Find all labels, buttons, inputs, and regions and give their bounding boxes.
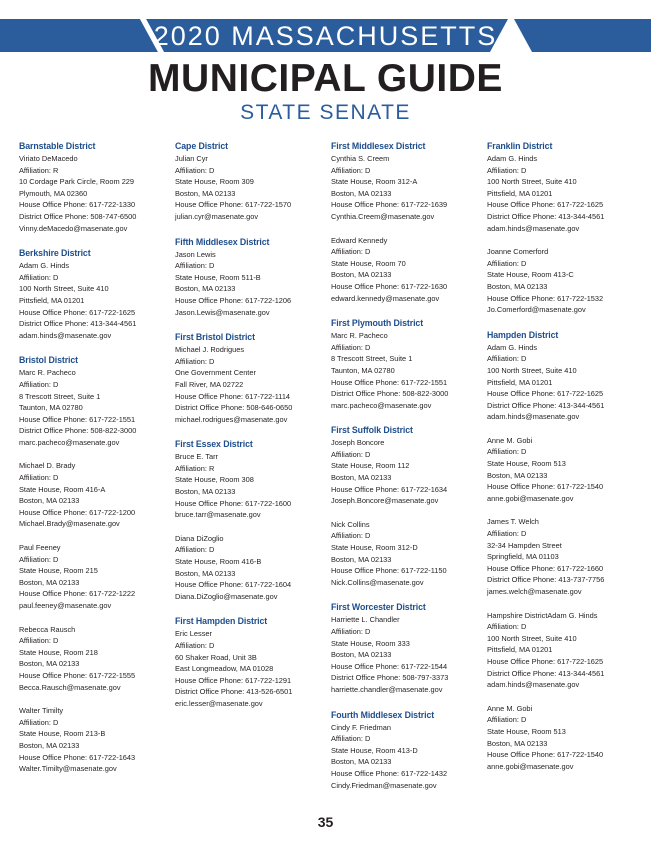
senator-detail: District Office Phone: 508-797-3373: [331, 673, 449, 683]
senator-detail: House Office Phone: 617-722-1544: [331, 661, 448, 671]
senator-detail: Boston, MA 02133: [331, 757, 392, 767]
district-section: [487, 140, 637, 316]
senator-detail: 60 Shaker Road, Unit 3B: [175, 652, 257, 662]
district-name: First Hampden District: [175, 616, 268, 627]
senator-name: Hampshire DistrictAdam G. Hinds: [487, 610, 598, 620]
district-section: [175, 615, 325, 709]
district-name: Berkshire District: [19, 248, 91, 259]
senator-detail: State House, Room 308: [175, 475, 254, 485]
district-name: First Worcester District: [331, 602, 426, 613]
senator-detail: james.welch@masenate.gov: [487, 587, 582, 596]
senator-name: Joseph Boncore: [331, 438, 385, 448]
senator-detail: 8 Trescott Street, Suite 1: [19, 391, 101, 401]
senator-entry: [175, 451, 325, 521]
senator-entry: [19, 153, 169, 234]
senator-detail: harriette.chandler@masenate.gov: [331, 684, 443, 694]
district-section: [19, 247, 169, 341]
senator-detail: House Office Phone: 617-722-1222: [19, 589, 136, 599]
senator-name: Adam G. Hinds: [19, 261, 70, 271]
senator-detail: House Office Phone: 617-722-1432: [331, 768, 448, 778]
senator-detail: House Office Phone: 617-722-1625: [487, 656, 604, 666]
senator-name: Julian Cyr: [175, 154, 208, 163]
column-2: [175, 140, 325, 723]
senator-name: Harriette L. Chandler: [331, 615, 400, 625]
senator-entry: [175, 153, 325, 223]
senator-detail: House Office Phone: 617-722-1625: [19, 307, 136, 317]
senator-detail: Affiliation: D: [175, 545, 215, 555]
senator-detail: State House, Room 416-A: [19, 484, 106, 494]
senator-name: Michael J. Rodrigues: [175, 345, 245, 355]
senator-detail: Affiliation: D: [487, 258, 527, 268]
senator-detail: Affiliation: R: [19, 165, 59, 175]
senator-name: James T. Welch: [487, 517, 539, 527]
senator-detail: Boston, MA 02133: [175, 568, 236, 578]
banner-title: 2020 MASSACHUSETTS: [153, 21, 498, 51]
senator-name: Marc R. Pacheco: [19, 368, 76, 378]
senator-detail: Taunton, MA 02780: [331, 365, 395, 375]
district-section: [175, 438, 325, 602]
senator-detail: marc.pacheco@masenate.gov: [19, 437, 120, 447]
senator-detail: Nick.Collins@masenate.gov: [331, 577, 424, 587]
senator-detail: Pittsfield, MA 01201: [19, 295, 85, 305]
district-name: Barnstable District: [19, 141, 96, 151]
senator-detail: Cindy.Friedman@masenate.gov: [331, 780, 437, 790]
senator-detail: House Office Phone: 617-722-1206: [175, 295, 292, 305]
senator-detail: Boston, MA 02133: [19, 659, 80, 669]
senator-detail: One Government Center: [175, 368, 256, 378]
senator-detail: Joseph.Boncore@masenate.gov: [331, 496, 439, 506]
senator-detail: House Office Phone: 617-722-1551: [331, 377, 448, 387]
senator-detail: Diana.DiZoglio@masenate.gov: [175, 591, 278, 601]
senator-name: Cindy F. Friedman: [331, 722, 391, 732]
senator-detail: 100 North Street, Suite 410: [19, 284, 109, 294]
district-section: [19, 354, 169, 774]
senator-detail: adam.hinds@masenate.gov: [487, 223, 580, 233]
senator-detail: House Office Phone: 617-722-1630: [331, 281, 448, 291]
senator-detail: Affiliation: D: [331, 247, 371, 257]
column-4: [487, 140, 637, 785]
senator-name: Michael D. Brady: [19, 461, 76, 471]
senator-detail: House Office Phone: 617-722-1625: [487, 200, 604, 210]
senator-detail: Plymouth, MA 02360: [19, 188, 88, 198]
senator-entry: [19, 367, 169, 448]
senator-detail: State House, Room 513: [487, 726, 566, 736]
senator-detail: House Office Phone: 617-722-1291: [175, 675, 292, 685]
senator-name: Paul Feeney: [19, 543, 61, 553]
senator-detail: State House, Room 416-B: [175, 557, 262, 567]
senator-detail: District Office Phone: 413-344-4561: [487, 400, 605, 410]
senator-entry: [487, 516, 637, 597]
senator-name: Diana DiZoglio: [175, 533, 224, 543]
senator-detail: House Office Phone: 617-722-1330: [19, 200, 136, 210]
senator-detail: District Office Phone: 508-822-3000: [331, 389, 449, 399]
senator-detail: Michael.Brady@masenate.gov: [19, 519, 120, 529]
senator-detail: 32-34 Hampden Street: [487, 540, 562, 550]
senator-entry: [331, 519, 481, 589]
senator-detail: Pittsfield, MA 01201: [487, 377, 553, 387]
senator-detail: paul.feeney@masenate.gov: [19, 601, 112, 610]
senator-entry: [175, 344, 325, 425]
senator-name: Joanne Comerford: [487, 247, 549, 257]
senator-detail: Boston, MA 02133: [19, 496, 80, 506]
senator-detail: State House, Room 312-A: [331, 177, 418, 187]
senator-detail: Boston, MA 02133: [19, 577, 80, 587]
senator-entry: [487, 153, 637, 234]
senator-detail: julian.cyr@masenate.gov: [175, 211, 259, 221]
district-name: Cape District: [175, 141, 228, 151]
senator-detail: District Office Phone: 413-344-4561: [19, 319, 137, 329]
senator-detail: Affiliation: D: [175, 261, 215, 271]
header-banner: [0, 0, 651, 52]
senator-detail: State House, Room 312-D: [331, 543, 418, 553]
district-section: [331, 709, 481, 792]
senator-name: Adam G. Hinds: [487, 154, 538, 163]
senator-detail: Boston, MA 02133: [487, 470, 548, 480]
senator-detail: 100 North Street, Suite 410: [487, 633, 577, 643]
senator-detail: Affiliation: D: [487, 165, 527, 175]
senator-detail: House Office Phone: 617-722-1150: [331, 566, 447, 576]
district-name: Fifth Middlesex District: [175, 236, 270, 247]
district-name: Bristol District: [19, 355, 79, 366]
senator-entry: [331, 235, 481, 305]
senator-detail: Affiliation: D: [19, 717, 59, 727]
senator-entry: [331, 330, 481, 411]
senator-detail: Springfield, MA 01103: [487, 552, 559, 562]
senator-detail: State House, Room 333: [331, 638, 410, 648]
senator-detail: District Office Phone: 413-344-4561: [487, 211, 605, 221]
senator-detail: Boston, MA 02133: [175, 284, 236, 294]
column-1: [19, 140, 169, 788]
senator-entry: [331, 437, 481, 507]
district-name: First Suffolk District: [331, 425, 413, 436]
senator-name: Edward Kennedy: [331, 235, 388, 245]
district-name: Hampden District: [487, 329, 559, 340]
senator-detail: Affiliation: D: [19, 554, 59, 564]
district-name: First Bristol District: [175, 332, 255, 343]
senator-detail: Fall River, MA 02722: [175, 379, 244, 389]
senator-detail: House Office Phone: 617-722-1114: [175, 391, 291, 401]
senator-name: Walter Timilty: [19, 706, 64, 716]
senator-name: Anne M. Gobi: [487, 703, 533, 713]
senator-detail: Affiliation: D: [487, 715, 527, 725]
senator-entry: [175, 628, 325, 709]
senator-detail: Affiliation: R: [175, 463, 215, 473]
senator-detail: bruce.tarr@masenate.gov: [175, 510, 261, 520]
district-section: [19, 140, 169, 234]
senator-entry: [331, 722, 481, 792]
senator-detail: Jason.Lewis@masenate.gov: [175, 307, 270, 317]
senator-detail: Boston, MA 02133: [331, 270, 392, 280]
page-title: MUNICIPAL GUIDE: [148, 57, 503, 100]
senator-detail: eric.lesser@masenate.gov: [175, 698, 263, 708]
senator-name: Viriato DeMacedo: [19, 154, 78, 163]
senator-detail: 100 North Street, Suite 410: [487, 177, 577, 187]
senator-name: Nick Collins: [331, 519, 370, 529]
senator-detail: Affiliation: D: [175, 165, 215, 175]
page-number: 35: [317, 814, 334, 830]
senator-detail: District Office Phone: 508-822-3000: [19, 426, 137, 436]
senator-entry: [487, 342, 637, 423]
senator-detail: Boston, MA 02133: [331, 188, 392, 198]
senator-detail: Cynthia.Creem@masenate.gov: [331, 211, 435, 221]
senator-entry: [19, 624, 169, 694]
senator-detail: District Office Phone: 413-737-7756: [487, 575, 605, 585]
senator-name: Marc R. Pacheco: [331, 331, 388, 341]
senator-detail: East Longmeadow, MA 01028: [175, 664, 274, 674]
senator-name: Bruce E. Tarr: [175, 452, 218, 462]
senator-detail: Affiliation: D: [175, 641, 215, 650]
senator-entry: [487, 435, 637, 505]
senator-detail: adam.hinds@masenate.gov: [487, 680, 580, 690]
senator-detail: Affiliation: D: [19, 272, 59, 282]
senator-entry: [19, 542, 169, 612]
senator-detail: State House, Room 218: [19, 647, 98, 657]
senator-detail: Affiliation: D: [487, 529, 527, 539]
senator-entry: [487, 610, 637, 691]
senator-detail: 10 Cordage Park Circle, Room 229: [19, 177, 135, 187]
district-section: [175, 331, 325, 425]
senator-detail: Affiliation: D: [19, 473, 59, 483]
senator-detail: House Office Phone: 617-722-1625: [487, 389, 604, 399]
senator-detail: House Office Phone: 617-722-1532: [487, 293, 604, 303]
senator-name: Anne M. Gobi: [487, 435, 533, 445]
senator-detail: State House, Room 413-D: [331, 745, 418, 755]
senator-detail: Taunton, MA 02780: [19, 403, 83, 413]
district-section: [175, 140, 325, 223]
senator-detail: 8 Trescott Street, Suite 1: [331, 354, 413, 364]
column-3: [331, 140, 481, 804]
senator-detail: State House, Room 112: [331, 461, 410, 471]
senator-detail: State House, Room 309: [175, 177, 254, 187]
district-name: First Middlesex District: [331, 141, 426, 151]
senator-detail: edward.kennedy@masenate.gov: [331, 293, 440, 303]
senator-detail: Affiliation: D: [175, 356, 215, 366]
senator-detail: adam.hinds@masenate.gov: [19, 330, 112, 340]
senator-detail: Boston, MA 02133: [331, 650, 392, 660]
senator-detail: Pittsfield, MA 01201: [487, 188, 553, 198]
senator-name: Rebecca Rausch: [19, 624, 76, 634]
senator-detail: Walter.Timilty@masenate.gov: [19, 764, 117, 774]
senator-entry: [19, 260, 169, 341]
senator-detail: Vinny.deMacedo@masenate.gov: [19, 223, 128, 233]
senator-name: Eric Lesser: [175, 629, 212, 639]
district-section: [331, 424, 481, 588]
senator-entry: [19, 460, 169, 530]
senator-detail: House Office Phone: 617-722-1551: [19, 414, 136, 424]
district-name: First Plymouth District: [331, 318, 424, 329]
senator-detail: House Office Phone: 617-722-1634: [331, 484, 448, 494]
senator-detail: Affiliation: D: [487, 354, 527, 364]
senator-detail: Jo.Comerford@masenate.gov: [487, 305, 586, 315]
senator-detail: House Office Phone: 617-722-1540: [487, 482, 604, 492]
senator-detail: Affiliation: D: [331, 449, 371, 459]
senator-detail: State House, Room 213-B: [19, 729, 106, 739]
senator-detail: House Office Phone: 617-722-1555: [19, 670, 136, 680]
senator-detail: House Office Phone: 617-722-1570: [175, 200, 292, 210]
senator-detail: Boston, MA 02133: [331, 473, 392, 483]
senator-detail: Boston, MA 02133: [19, 740, 80, 750]
district-section: [331, 140, 481, 304]
senator-detail: State House, Room 70: [331, 258, 406, 268]
senator-detail: Affiliation: D: [331, 627, 371, 636]
district-section: [487, 329, 637, 773]
senator-detail: anne.gobi@masenate.gov: [487, 493, 574, 503]
senator-detail: House Office Phone: 617-722-1200: [19, 507, 136, 517]
senator-name: Jason Lewis: [175, 249, 216, 259]
district-name: Fourth Middlesex District: [331, 709, 435, 720]
senator-entry: [331, 614, 481, 695]
senator-detail: District Office Phone: 413-344-4561: [487, 668, 605, 678]
senator-detail: State House, Room 413-C: [487, 270, 574, 280]
senator-detail: House Office Phone: 617-722-1540: [487, 750, 604, 760]
senator-name: Cynthia S. Creem: [331, 154, 390, 163]
senator-detail: Affiliation: D: [487, 447, 527, 457]
senator-entry: [487, 246, 637, 316]
senator-detail: Pittsfield, MA 01201: [487, 645, 553, 655]
senator-detail: House Office Phone: 617-722-1604: [175, 580, 292, 590]
senator-detail: State House, Room 511-B: [175, 272, 261, 282]
senator-detail: Affiliation: D: [19, 636, 59, 646]
senator-entry: [19, 705, 169, 775]
senator-detail: 100 North Street, Suite 410: [487, 365, 577, 375]
senator-detail: marc.pacheco@masenate.gov: [331, 400, 432, 410]
page-subtitle: STATE SENATE: [240, 101, 411, 124]
senator-detail: Boston, MA 02133: [331, 554, 392, 564]
senator-detail: Boston, MA 02133: [487, 738, 548, 748]
senator-entry: [175, 533, 325, 603]
senator-detail: Affiliation: D: [331, 342, 371, 352]
senator-entry: [487, 703, 637, 773]
senator-detail: Affiliation: D: [487, 622, 527, 632]
senator-detail: Affiliation: D: [331, 531, 371, 541]
senator-detail: State House, Room 215: [19, 566, 98, 576]
district-section: [175, 236, 325, 319]
senator-detail: Becca.Rausch@masenate.gov: [19, 682, 121, 692]
senator-detail: anne.gobi@masenate.gov: [487, 761, 574, 771]
district-name: First Essex District: [175, 439, 253, 450]
senator-detail: State House, Room 513: [487, 459, 566, 469]
senator-entry: [175, 249, 325, 319]
senator-detail: Boston, MA 02133: [175, 188, 236, 198]
district-section: [331, 601, 481, 695]
senator-entry: [331, 153, 481, 223]
district-section: [331, 317, 481, 411]
senator-detail: michael.rodrigues@masenate.gov: [175, 414, 288, 424]
senator-detail: Affiliation: D: [331, 165, 371, 175]
senator-detail: District Office Phone: 508-646-0650: [175, 403, 293, 413]
senator-detail: Affiliation: D: [331, 734, 371, 744]
senator-detail: Boston, MA 02133: [175, 487, 236, 497]
district-name: Franklin District: [487, 141, 553, 151]
senator-detail: Boston, MA 02133: [487, 281, 548, 291]
senator-detail: House Office Phone: 617-722-1600: [175, 498, 292, 508]
senator-detail: House Office Phone: 617-722-1643: [19, 752, 136, 762]
senator-name: Adam G. Hinds: [487, 342, 538, 352]
senator-detail: Affiliation: D: [19, 379, 59, 389]
senator-detail: District Office Phone: 508-747-6500: [19, 211, 137, 221]
senator-detail: District Office Phone: 413-526-6501: [175, 687, 293, 697]
senator-detail: House Office Phone: 617-722-1660: [487, 563, 604, 573]
senator-detail: adam.hinds@masenate.gov: [487, 412, 580, 422]
senator-detail: House Office Phone: 617-722-1639: [331, 200, 448, 210]
